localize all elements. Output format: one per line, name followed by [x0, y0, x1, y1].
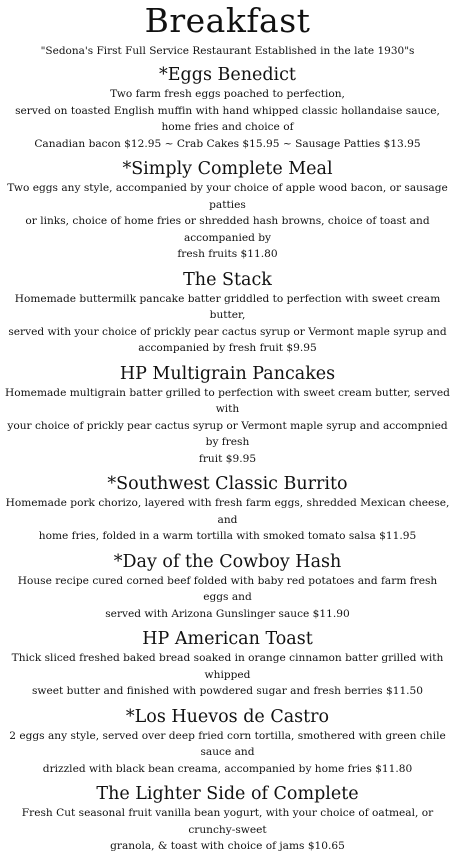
description-line: Homemade pork chorizo, layered with fresh farm eggs, shredded Mexican cheese, and	[5, 497, 450, 526]
item-description	[0, 728, 455, 778]
menu-subtitle: "Sedona's First Full Service Restaurant Established in the late 1930"s	[40, 45, 415, 57]
description-line: accompanied by fresh fruit $9.95	[138, 342, 317, 354]
item-name: *Eggs Benedict	[159, 65, 296, 85]
item-description	[0, 805, 455, 855]
menu-item-the-stack	[0, 269, 455, 357]
description-line: Two farm fresh eggs poached to perfection,	[110, 88, 345, 100]
menu-item-los-huevos-de-castro	[0, 706, 455, 778]
description-line: fresh fruits $11.80	[177, 248, 278, 260]
menu-item-lighter-side-of-complete	[0, 783, 455, 855]
description-line: home fries, folded in a warm tortilla with smoked tomato salsa $11.95	[38, 530, 417, 542]
description-line: served on toasted English muffin with hand whipped classic hollandaise sauce,	[15, 104, 440, 117]
description-line: Fresh Cut seasonal fruit vanilla bean yogurt, with your choice of oatmeal, or crunchy-sweet	[21, 807, 434, 836]
description-line: home fries and choice of	[161, 121, 294, 133]
menu-item-simply-complete-meal	[0, 158, 455, 263]
description-line: granola, & toast with choice of jams $10.65	[110, 840, 345, 852]
item-description	[0, 573, 455, 623]
description-line: your choice of prickly pear cactus syrup or Vermont maple syrup and accompnied by fresh	[7, 419, 448, 448]
item-description	[0, 86, 455, 152]
item-description	[0, 385, 455, 468]
description-line: or links, choice of home fries or shredded hash browns, choice of toast and accompanied by	[25, 215, 430, 244]
description-line: Canadian bacon $12.95 ~ Crab Cakes $15.95 ~ Sausage Patties $13.95	[34, 137, 421, 150]
item-name: *Southwest Classic Burrito	[107, 474, 348, 494]
menu-title: Breakfast	[144, 1, 311, 40]
item-name: *Simply Complete Meal	[122, 159, 333, 179]
description-line: drizzled with black bean creama, accompanied by home fries $11.80	[42, 762, 413, 775]
description-line: served with your choice of prickly pear cactus syrup or Vermont maple syrup and	[8, 325, 447, 338]
description-line: Homemade multigrain batter grilled to perfection with sweet cream butter, served with	[5, 386, 450, 415]
item-name: *Day of the Cowboy Hash	[113, 551, 342, 572]
item-name: *Los Huevos de Castro	[125, 706, 330, 727]
item-description	[0, 180, 455, 263]
description-line: served with Arizona Gunslinger sauce $11.90	[105, 607, 350, 620]
description-line: Two eggs any style, accompanied by your choice of apple wood bacon, or sausage patties	[7, 182, 448, 211]
description-line: 2 eggs any style, served over deep fried corn tortilla, smothered with green chile sauce and	[9, 729, 446, 758]
item-description	[0, 291, 455, 357]
menu-item-southwest-classic-burrito	[0, 473, 455, 545]
description-line: Homemade buttermilk pancake batter griddled to perfection with sweet cream butter,	[14, 292, 441, 321]
item-description	[0, 495, 455, 545]
menu-item-hp-american-toast	[0, 628, 455, 700]
item-name: The Lighter Side of Complete	[96, 784, 359, 804]
description-line: Thick sliced freshed baked bread soaked in orange cinnamon batter grilled with whipped	[11, 652, 444, 681]
item-description	[0, 650, 455, 700]
item-name: HP American Toast	[142, 629, 313, 649]
menu-item-hp-multigrain-pancakes	[0, 363, 455, 468]
item-name: The Stack	[183, 269, 272, 290]
description-line: fruit $9.95	[198, 452, 257, 465]
item-name: HP Multigrain Pancakes	[119, 363, 336, 384]
description-line: House recipe cured corned beef folded with baby red potatoes and farm fresh eggs and	[17, 574, 438, 603]
menu-item-eggs-benedict	[0, 64, 455, 152]
description-line: sweet butter and finished with powdered sugar and fresh berries $11.50	[31, 685, 424, 697]
menu-item-day-of-the-cowboy-hash	[0, 551, 455, 623]
